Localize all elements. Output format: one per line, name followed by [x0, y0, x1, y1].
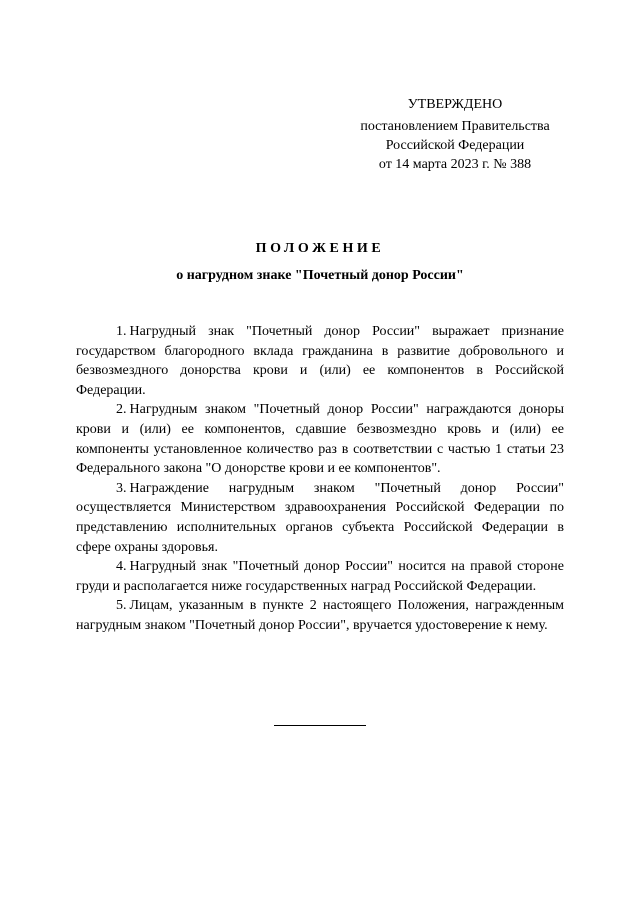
- paragraph-number: 3.: [116, 480, 127, 496]
- approval-line-2: Российской Федерации: [385, 138, 525, 153]
- paragraph-text: Нагрудный знак "Почетный донор России" носится на правой стороне груди и располагается ниже государственных наград Российской Федерации.: [76, 559, 564, 594]
- approval-stamp: УТВЕРЖДЕНО: [407, 97, 503, 112]
- paragraph-text: Нагрудный знак "Почетный донор России" выражает признание государством благородного вклада гражданина в развитие добровольного и безвозмездного донорства крови и (или) ее компонентов в Российской Федерации.: [76, 324, 564, 398]
- paragraph-text: Награждение нагрудным знаком "Почетный донор России" осуществляется Министерством здравоохранения Российской Федерации по представлению исполнительных органов субъекта Российской Федерации в сфере охраны здоровья.: [76, 480, 564, 555]
- paragraph-number: 4.: [116, 559, 127, 575]
- paragraph-4: [76, 557, 564, 596]
- paragraph-1: [76, 322, 564, 400]
- approval-line-3: от 14 марта 2023 г. № 388: [378, 157, 532, 172]
- paragraph-number: 2.: [116, 402, 127, 418]
- approval-block: [330, 95, 580, 174]
- paragraph-text: Лицам, указанным в пункте 2 настоящего Положения, награжденным нагрудным знаком "Почетный донор России", вручается удостоверение к нему.: [76, 598, 564, 633]
- paragraph-number: 5.: [116, 598, 127, 614]
- document-subtitle: о нагрудном знаке "Почетный донор России": [176, 268, 464, 283]
- paragraph-3: [76, 479, 564, 557]
- end-divider-line: [274, 725, 366, 726]
- document-title: ПОЛОЖЕНИЕ: [255, 241, 385, 256]
- paragraph-2: [76, 400, 564, 478]
- paragraph-text: Нагрудным знаком "Почетный донор России" награждаются доноры крови и (или) ее компонентов, сдавшие безвозмездно кровь и (или) ее компоненты установленное количество раз в соответствии с частью 1 статьи 23 Федерального закона "О донорстве крови и ее компонентов".: [76, 402, 564, 477]
- paragraph-5: [76, 596, 564, 635]
- document-body: [76, 322, 564, 636]
- paragraph-number: 1.: [116, 324, 127, 339]
- approval-line-1: постановлением Правительства: [360, 119, 550, 134]
